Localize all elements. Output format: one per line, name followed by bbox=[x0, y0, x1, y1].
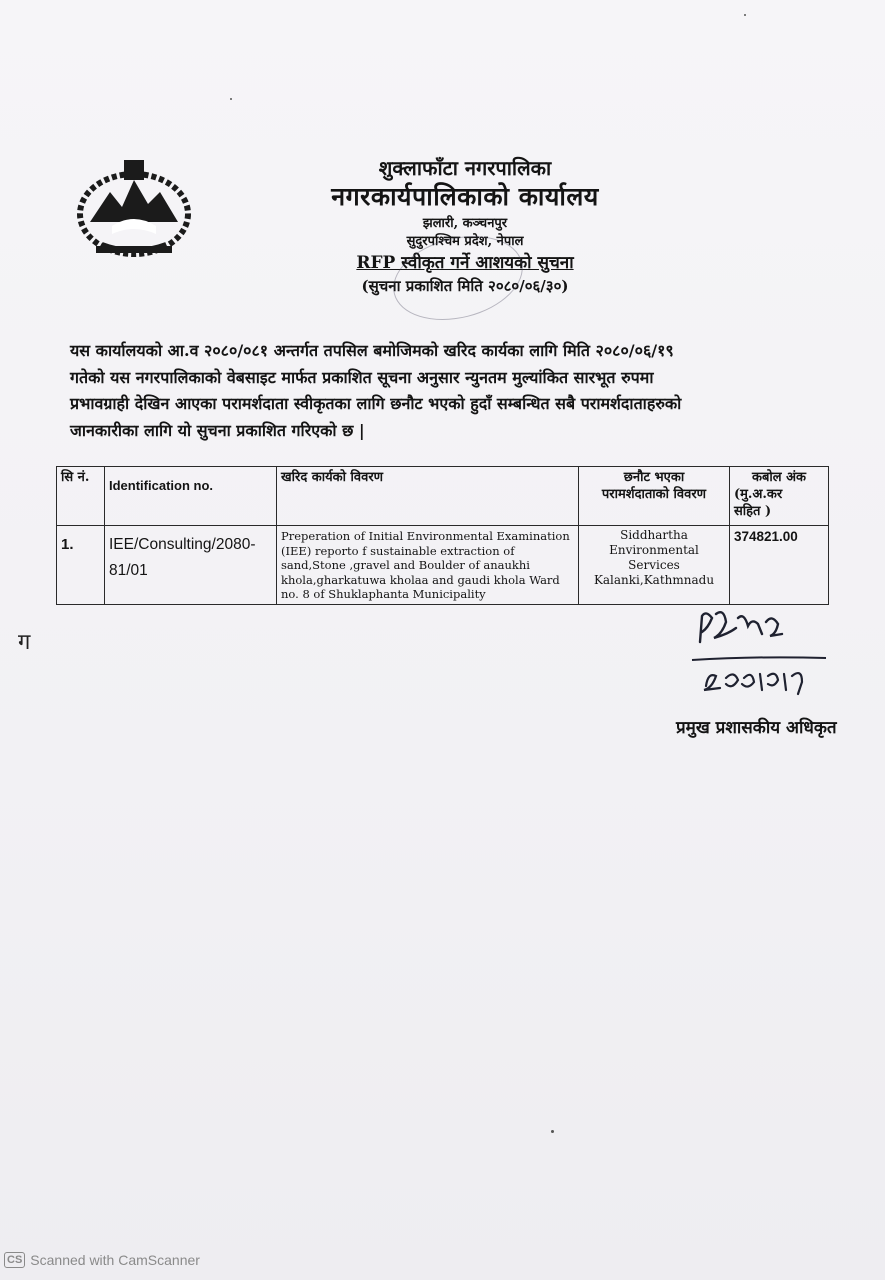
municipality-name: शुक्लाफाँटा नगरपालिका bbox=[378, 156, 552, 180]
nepal-emblem-icon bbox=[72, 152, 196, 262]
cell-consultant-line: Environmental Services bbox=[609, 543, 699, 572]
table-row bbox=[57, 526, 829, 605]
cell-description-line: sand,Stone ,gravel and Boulder of anaukhi bbox=[281, 558, 530, 572]
cell-description-line: Preperation of Initial Environmental Examination bbox=[281, 529, 570, 543]
header-amount bbox=[730, 467, 829, 526]
cell-description-line: (IEE) reporto f sustainable extraction of bbox=[281, 543, 515, 558]
cell-consultant bbox=[579, 526, 730, 605]
scan-speck bbox=[744, 14, 746, 16]
header-consultant bbox=[579, 467, 730, 526]
notice-line: जानकारीका लागि यो सुचना प्रकाशित गरिएको छ | bbox=[70, 420, 365, 440]
notice-line: गतेको यस नगरपालिकाको वेबसाइट मार्फत प्रकाशित सूचना अनुसार न्युनतम मुल्यांकित सारभूत रुपमा bbox=[70, 367, 654, 387]
watermark-text: Scanned with CamScanner bbox=[30, 1252, 200, 1268]
cell-amount: 374821.00 bbox=[730, 526, 829, 605]
cell-consultant-line: Kalanki,Kathmnadu bbox=[593, 573, 715, 587]
header-consultant-line: परामर्शदाताको विवरण bbox=[601, 487, 707, 502]
camscanner-watermark bbox=[4, 1252, 200, 1268]
scan-speck bbox=[551, 1130, 554, 1133]
notice-line: यस कार्यालयको आ.व २०८०/०८१ अन्तर्गत तपसिल बमोजिमको खरिद कार्यका लागि मिति २०८०/०६/१९ bbox=[70, 341, 674, 360]
cell-consultant-line: Siddhartha bbox=[620, 528, 688, 542]
handwritten-signature bbox=[686, 604, 836, 700]
notice-body bbox=[70, 338, 790, 444]
cell-description-line: khola,gharkatuwa kholaa and gaudi khola Ward bbox=[281, 572, 560, 587]
cell-identification-line: 81/01 bbox=[109, 562, 148, 579]
header-identification: Identification no. bbox=[105, 467, 277, 526]
header-amount-line: सहित ) bbox=[734, 504, 772, 519]
camscanner-logo: CS bbox=[4, 1252, 25, 1268]
header-consultant-line: छनौट भएका bbox=[623, 470, 685, 485]
notice-title: RFP स्वीकृत गर्ने आशयको सुचना bbox=[356, 253, 574, 273]
header-sn: सि नं. bbox=[57, 467, 105, 526]
office-address: झलारी, कञ्चनपुर bbox=[422, 216, 508, 231]
publish-date: (सुचना प्रकाशित मिति २०८०/०६/३०) bbox=[361, 277, 569, 295]
rfp-table bbox=[56, 466, 829, 605]
scan-speck bbox=[230, 98, 232, 100]
cell-description-line: no. 8 of Shuklaphanta Municipality bbox=[281, 587, 486, 601]
office-name: नगरकार्यपालिकाको कार्यालय bbox=[331, 182, 599, 211]
margin-mark: ग bbox=[18, 630, 31, 655]
header-description: खरिद कार्यको विवरण bbox=[277, 467, 579, 526]
header-amount-line: कबोल अंक bbox=[751, 470, 807, 485]
officer-title: प्रमुख प्रशासकीय अधिकृत bbox=[676, 718, 837, 738]
cell-description bbox=[277, 526, 579, 605]
cell-identification-line: IEE/Consulting/2080- bbox=[109, 536, 256, 553]
cell-identification bbox=[105, 526, 277, 605]
province-name: सुदुरपश्चिम प्रदेश, नेपाल bbox=[406, 234, 524, 249]
header-amount-line: (मु.अ.कर bbox=[734, 487, 783, 502]
notice-line: प्रभावग्राही देखिन आएका परामर्शदाता स्वीकृतका लागि छनौट भएको हुदाँ सम्बन्धित सबै परामर्शदाताहरुको bbox=[70, 394, 682, 413]
cell-sn: 1. bbox=[57, 526, 105, 605]
table-header-row bbox=[57, 467, 829, 526]
